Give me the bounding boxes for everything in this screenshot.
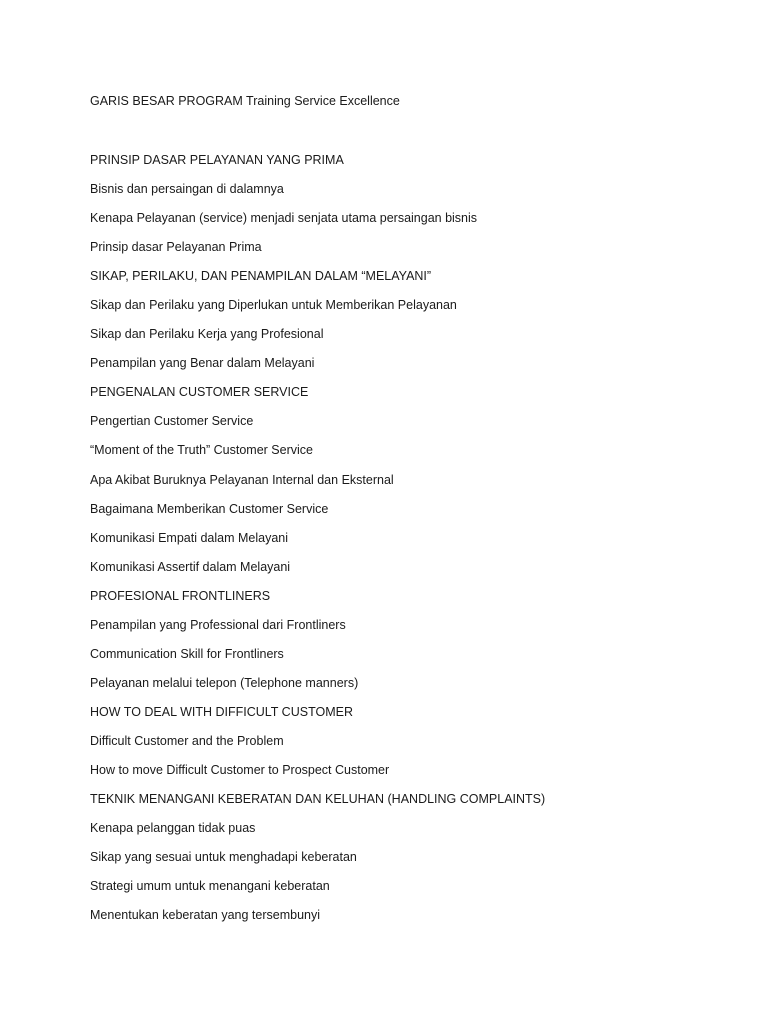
document-title: GARIS BESAR PROGRAM Training Service Excellence <box>90 94 400 108</box>
list-item: Apa Akibat Buruknya Pelayanan Internal dan Eksternal <box>90 472 394 487</box>
list-item: “Moment of the Truth” Customer Service <box>90 443 313 458</box>
list-item: How to move Difficult Customer to Prospect Customer <box>90 762 390 777</box>
list-item: Menentukan keberatan yang tersembunyi <box>90 908 321 923</box>
section-heading: PRINSIP DASAR PELAYANAN YANG PRIMA <box>90 153 344 167</box>
section-heading: PROFESIONAL FRONTLINERS <box>90 588 271 603</box>
section-heading: PENGENALAN CUSTOMER SERVICE <box>90 385 309 400</box>
list-item: Penampilan yang Benar dalam Melayani <box>90 356 315 371</box>
section-heading: HOW TO DEAL WITH DIFFICULT CUSTOMER <box>90 704 353 719</box>
list-item: Penampilan yang Professional dari Frontliners <box>90 617 346 632</box>
section-heading: TEKNIK MENANGANI KEBERATAN DAN KELUHAN (HANDLING COMPLAINTS) <box>90 792 546 807</box>
list-item: Pelayanan melalui telepon (Telephone manners) <box>90 675 359 690</box>
list-item: Sikap dan Perilaku Kerja yang Profesional <box>90 327 324 342</box>
list-item: Komunikasi Assertif dalam Melayani <box>90 559 291 574</box>
list-item: Kenapa Pelayanan (service) menjadi senjata utama persaingan bisnis <box>90 211 478 226</box>
section-heading: SIKAP, PERILAKU, DAN PENAMPILAN DALAM “MELAYANI” <box>90 269 432 284</box>
list-item: Strategi umum untuk menangani keberatan <box>90 879 330 894</box>
list-item: Difficult Customer and the Problem <box>90 733 284 748</box>
document-body <box>90 151 545 935</box>
list-item: Komunikasi Empati dalam Melayani <box>90 530 289 545</box>
list-item: Kenapa pelanggan tidak puas <box>90 821 256 836</box>
list-item: Pengertian Customer Service <box>90 414 254 429</box>
list-item: Sikap dan Perilaku yang Diperlukan untuk Memberikan Pelayanan <box>90 298 457 313</box>
list-item: Sikap yang sesuai untuk menghadapi keberatan <box>90 850 357 865</box>
list-item: Communication Skill for Frontliners <box>90 646 284 661</box>
list-item: Bagaimana Memberikan Customer Service <box>90 501 329 516</box>
list-item: Prinsip dasar Pelayanan Prima <box>90 240 262 255</box>
list-item: Bisnis dan persaingan di dalamnya <box>90 182 284 197</box>
